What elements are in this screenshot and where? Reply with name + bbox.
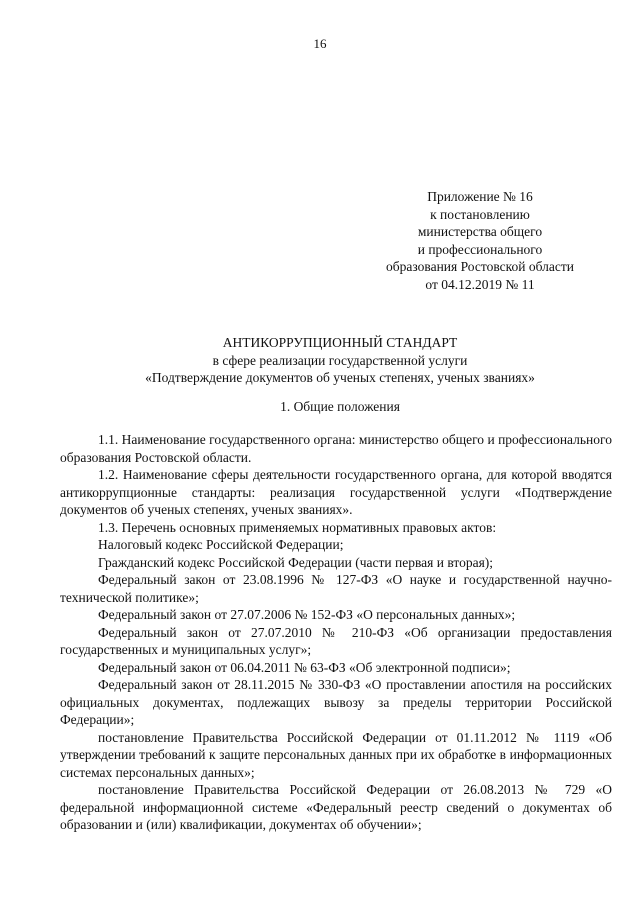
paragraph: Федеральный закон от 06.04.2011 № 63-ФЗ «Об электронной подписи»; bbox=[98, 659, 511, 675]
paragraph: Федеральный закон от 23.08.1996 № 127-ФЗ «О науке и государственной научно-технической политике»; bbox=[60, 572, 612, 605]
appendix-line: министерства общего bbox=[417, 224, 543, 240]
appendix-line: от 04.12.2019 № 11 bbox=[425, 276, 535, 292]
appendix-line: Приложение № 16 bbox=[427, 189, 533, 204]
paragraph: 1.1. Наименование государственного органа: министерство общего и профессионального образования Ростовской области. bbox=[60, 432, 612, 465]
document-subtitle: в сфере реализации государственной услуги bbox=[212, 352, 468, 368]
appendix-line: к постановлению bbox=[430, 206, 530, 222]
paragraph: 1.3. Перечень основных применяемых нормативных правовых актов: bbox=[98, 519, 497, 535]
appendix-block bbox=[380, 188, 580, 294]
paragraph: Федеральный закон от 27.07.2006 № 152-ФЗ «О персональных данных»; bbox=[98, 607, 516, 622]
document-subtitle-service: «Подтверждение документов об ученых степенях, ученых званиях» bbox=[145, 370, 535, 385]
paragraph: Федеральный закон от 27.07.2010 № 210-ФЗ «Об организации предоставления государственных и муниципальных услуг»; bbox=[60, 624, 612, 657]
page-number: 16 bbox=[313, 36, 327, 51]
paragraph: Гражданский кодекс Российской Федерации (части первая и вторая); bbox=[98, 554, 494, 570]
document-body bbox=[60, 431, 612, 834]
section-title: 1. Общие положения bbox=[280, 399, 400, 414]
appendix-line: и профессионального bbox=[417, 241, 543, 257]
document-title: АНТИКОРРУПЦИОННЫЙ СТАНДАРТ bbox=[222, 335, 458, 350]
paragraph: 1.2. Наименование сферы деятельности государственного органа, для которой вводятся антикоррупционные стандарты: реализация государственной услуги «Подтверждение документов об ученых степенях, ученых званиях». bbox=[60, 467, 612, 517]
paragraph: постановление Правительства Российской Федерации от 01.11.2012 № 1119 «Об утверждении требований к защите персональных данных при их обработке в информационных системах персональных данных»; bbox=[60, 729, 612, 780]
appendix-line: образования Ростовской области bbox=[386, 259, 574, 275]
document-heading bbox=[60, 334, 620, 387]
paragraph: постановление Правительства Российской Федерации от 26.08.2013 № 729 «О федеральной информационной системе «Федеральный реестр сведений о документах об образовании и (или) квалификации, документах об обучении»; bbox=[60, 782, 612, 832]
paragraph: Налоговый кодекс Российской Федерации; bbox=[98, 537, 344, 552]
paragraph: Федеральный закон от 28.11.2015 № 330-ФЗ «О проставлении апостиля на российских официальных документах, подлежащих вывозу за пределы территории Российской Федерации»; bbox=[60, 677, 612, 727]
